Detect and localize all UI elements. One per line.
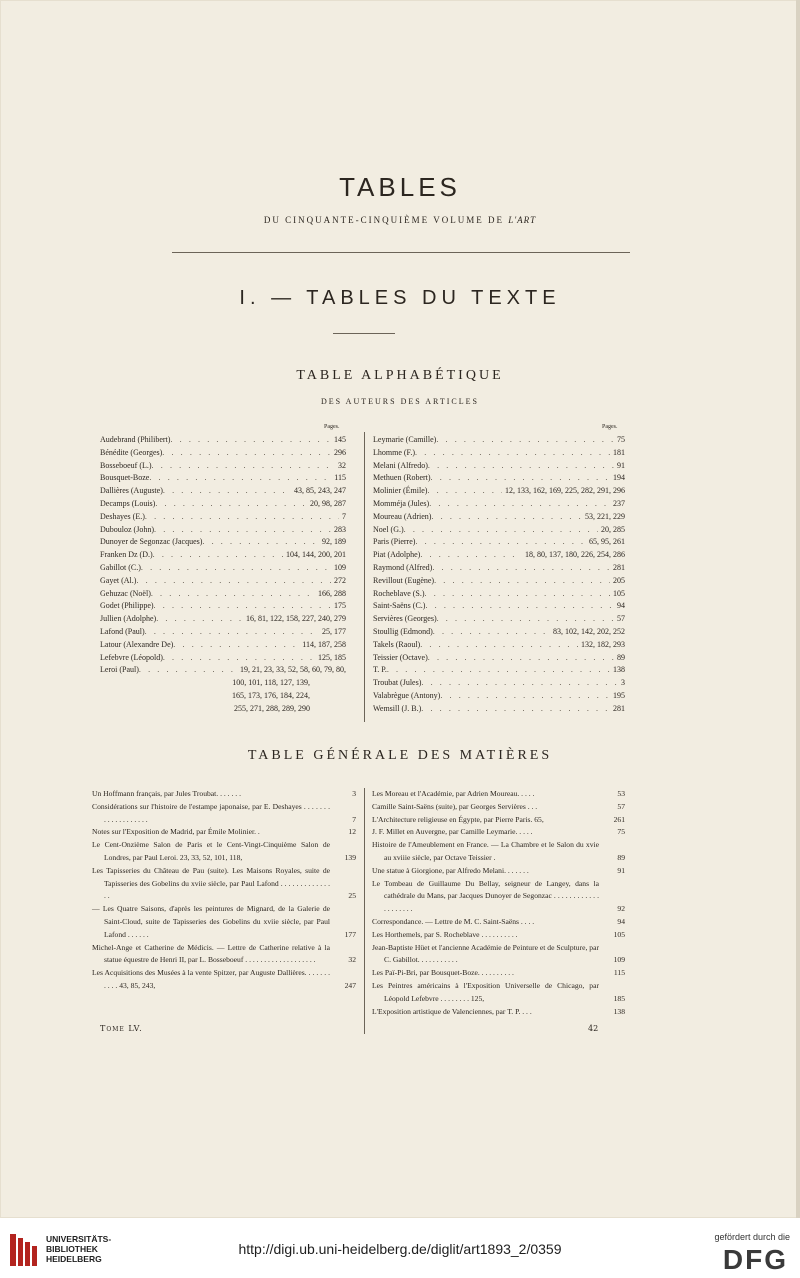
contents-entry-page: 94 [617, 916, 625, 926]
contents-entry-title: Camille Saint-Saëns (suite), par Georges Servières . . . [372, 801, 538, 811]
leader-dots [429, 498, 610, 511]
leader-dots [202, 536, 319, 549]
contents-entry [372, 788, 625, 801]
author-pages: 175 [334, 601, 346, 611]
author-name: Dunoyer de Segonzac (Jacques) [100, 537, 203, 547]
author-entry [100, 588, 346, 601]
contents-entry [372, 980, 625, 1006]
leader-dots [415, 447, 610, 460]
leader-dots [421, 677, 618, 690]
leader-dots [149, 472, 331, 485]
author-name: Jullien (Adolphe) [100, 614, 157, 624]
author-name: T. P. [373, 665, 387, 675]
author-name: Momméja (Jules) [373, 498, 430, 508]
library-line: BIBLIOTHEK [46, 1244, 98, 1254]
author-pages: 145 [334, 435, 346, 444]
leader-dots [152, 460, 335, 473]
author-name: Rocheblave (S.) [373, 588, 425, 598]
author-name: Molinier (Émile) [373, 486, 428, 496]
author-pages-continued: 165, 173, 176, 184, 224, [232, 690, 310, 700]
author-pages: 283 [334, 524, 346, 534]
contents-entry [92, 967, 356, 993]
contents-left-column [92, 788, 356, 993]
contents-entry-title: Une statue à Giorgione, par Alfredo Melani. . . . . . . [372, 865, 529, 875]
leader-dots [415, 536, 586, 549]
footer-bar [0, 1218, 800, 1278]
contents-entry-page: 185 [613, 993, 625, 1003]
library-line: HEIDELBERG [46, 1254, 102, 1264]
contents-entry-page: 32 [348, 955, 356, 965]
contents-entry-page: 3 [352, 789, 356, 798]
author-entry [373, 511, 625, 524]
leader-dots [154, 600, 331, 613]
contents-entry [92, 801, 356, 827]
author-entry [100, 600, 346, 613]
author-pages: 83, 102, 142, 202, 252 [553, 626, 625, 636]
author-pages: 296 [334, 447, 346, 457]
leader-dots [156, 613, 243, 626]
leader-dots [163, 485, 291, 498]
author-entry [373, 536, 625, 549]
contents-entry [372, 916, 625, 929]
leader-dots [440, 690, 610, 703]
leader-dots [427, 485, 502, 498]
contents-entry-title: Un Hoffmann français, par Jules Troubat. . . . . . . [92, 789, 241, 798]
volume-subtitle [0, 215, 800, 225]
author-pages: 115 [334, 473, 346, 483]
contents-entry-title: Histoire de l'Ameublement en France. — La Chambre et le Salon du xvie au xviiie siècle, par Octave Teissier . [372, 840, 599, 862]
author-entry [100, 447, 346, 460]
author-pages: 7 [342, 511, 346, 521]
leader-dots [136, 575, 331, 588]
section-title: I. — TABLES DU TEXTE [239, 287, 561, 309]
sheet-number: 42 [588, 1024, 599, 1033]
author-name: Dallières (Auguste) [100, 486, 163, 496]
leader-dots [141, 562, 331, 575]
author-pages: 132, 182, 293 [581, 639, 625, 649]
author-pages: 205 [613, 575, 625, 585]
library-line: UNIVERSITÄTS- [46, 1234, 112, 1244]
leader-dots [432, 562, 610, 575]
author-pages: 105 [613, 588, 625, 598]
author-entry [100, 664, 346, 677]
contents-entry [372, 814, 625, 827]
contents-entry-title: Les Acquisitions des Musées à la vente Spitzer, par Auguste Dallières. . . . . . . . . . . 43, 85, 243, [92, 968, 330, 990]
author-name: Wemsill (J. B.) [373, 703, 422, 713]
contents-entry [372, 929, 625, 942]
author-pages-continued: 255, 271, 288, 289, 290 [234, 703, 310, 713]
contents-entry-title: Le Tombeau de Guillaume Du Bellay, seigneur de Langey, dans la cathédrale du Mans, par Jacques Dunoyer de Segonzac . . . . . . . . . . . . . . . . . . . . [372, 878, 599, 914]
volume-subtitle-text: DU CINQUANTE-CINQUIÈME VOLUME DE [263, 215, 504, 225]
author-pages: 65, 95, 261 [589, 537, 625, 547]
leader-dots [425, 588, 610, 601]
leader-dots [420, 639, 578, 652]
leader-dots [154, 524, 331, 537]
author-pages: 104, 144, 200, 201 [286, 550, 346, 560]
author-entry [373, 447, 625, 460]
author-pages: 43, 85, 243, 247 [294, 486, 346, 496]
contents-right-column [372, 788, 625, 1018]
author-pages: 281 [613, 703, 625, 713]
author-pages: 3 [621, 678, 625, 688]
contents-entry-title: Notes sur l'Exposition de Madrid, par Émile Molinier. . [92, 827, 260, 837]
author-name: Stoullig (Edmond) [373, 626, 433, 636]
author-name: Piat (Adolphe) [373, 550, 421, 560]
author-entry [100, 511, 346, 524]
author-pages: 138 [613, 665, 625, 675]
leader-dots [151, 588, 315, 601]
author-name: Moureau (Adrien) [373, 511, 432, 521]
contents-entry-page: 25 [348, 891, 356, 901]
leader-dots [420, 549, 522, 562]
author-name: Godet (Philippe) [100, 601, 154, 611]
alpha-table-subtitle: DES AUTEURS DES ARTICLES [321, 397, 479, 406]
author-pages: 20, 98, 287 [310, 498, 346, 508]
author-name: Gabillot (C.) [100, 562, 141, 572]
author-pages: 94 [617, 601, 625, 611]
author-entry [100, 626, 346, 639]
author-name: Gehuzac (Noël) [100, 588, 151, 598]
contents-entry [372, 839, 625, 865]
leader-dots [139, 664, 237, 677]
author-name: Troubat (Jules) [373, 678, 422, 688]
author-pages: 181 [613, 447, 625, 457]
author-name: Lhomme (F.) [373, 447, 416, 457]
author-entry [100, 562, 346, 575]
author-pages-continued: 100, 101, 118, 127, 139, [232, 678, 310, 688]
contents-entry-title: Considérations sur l'histoire de l'estampe japonaise, par E. Deshayes . . . . . . . . . . . . . . . . . . . [92, 801, 330, 824]
leader-dots [434, 575, 610, 588]
author-pages: 57 [617, 614, 625, 624]
author-name: Deshayes (E.) [100, 511, 145, 521]
author-pages: 237 [613, 498, 625, 508]
contents-entry-title: Les Horthemels, par S. Rocheblave . . . . . . . . . . [372, 929, 518, 939]
contents-entry-page: 115 [613, 968, 625, 978]
permalink-url[interactable]: http://digi.ub.uni-heidelberg.de/diglit/art1893_2/0359 [238, 1241, 562, 1257]
author-name: Takels (Raoul) [373, 639, 421, 649]
author-name: Methuen (Robert) [373, 473, 431, 483]
author-pages: 272 [334, 575, 346, 585]
contents-entry [372, 942, 625, 968]
contents-entry-page: 109 [613, 955, 625, 965]
author-pages: 12, 133, 162, 169, 225, 282, 291, 296 [505, 486, 625, 496]
contents-entry-page: 92 [617, 904, 625, 914]
author-entry [373, 652, 625, 665]
author-name: Valabrègue (Antony) [373, 690, 441, 700]
leader-dots [145, 511, 339, 524]
contents-entry-page: 53 [617, 789, 625, 798]
author-name: Audebrand (Philibert) [100, 435, 171, 444]
authors-left-column [100, 434, 346, 716]
author-pages: 18, 80, 137, 180, 226, 254, 286 [525, 550, 625, 560]
author-name: Leymarie (Camille) [373, 435, 437, 444]
tome-label: Tome LV. [100, 1024, 143, 1033]
author-entry [373, 703, 625, 716]
author-entry [100, 639, 346, 652]
contents-entry-page: 75 [617, 827, 625, 837]
author-entry [373, 613, 625, 626]
author-pages: 166, 288 [318, 588, 346, 598]
author-name: Revillout (Eugène) [373, 575, 435, 585]
leader-dots [425, 600, 614, 613]
contents-entry-title: J. F. Millet en Auvergne, par Camille Leymarie. . . . . [372, 827, 533, 837]
author-pages: 92, 189 [322, 537, 346, 547]
author-name: Raymond (Alfred) [373, 562, 433, 572]
contents-entry-title: L'Architecture religieuse en Égypte, par Pierre Paris. 65, [372, 814, 544, 824]
author-pages: 195 [613, 690, 625, 700]
leader-dots [163, 652, 315, 665]
author-entry [373, 600, 625, 613]
author-pages: 75 [617, 435, 625, 444]
matieres-table-title: TABLE GÉNÉRALE DES MATIÈRES [247, 748, 553, 763]
author-entry [100, 536, 346, 549]
author-name: Gayet (Al.) [100, 575, 137, 585]
author-name: Franken Dz (D.) [100, 550, 153, 560]
author-name: Bosseboeuf (L.) [100, 460, 152, 470]
contents-entry [92, 903, 356, 941]
contents-entry-page: 57 [617, 801, 625, 811]
author-pages: 19, 21, 23, 33, 52, 58, 60, 79, 80, [240, 665, 346, 675]
author-name: Decamps (Louis) [100, 498, 156, 508]
author-entry [373, 485, 625, 498]
contents-entry-title: Correspondance. — Lettre de M. C. Saint-Saëns . . . . [372, 916, 535, 926]
author-pages: 89 [617, 652, 625, 662]
author-pages: 32 [338, 460, 346, 470]
contents-entry-page: 247 [344, 980, 356, 990]
contents-entry [92, 839, 356, 865]
author-entry [373, 575, 625, 588]
author-pages: 25, 177 [322, 626, 346, 636]
leader-dots [145, 626, 319, 639]
author-entry [373, 664, 625, 677]
page-title: TABLES [339, 172, 461, 202]
contents-entry-title: L'Exposition artistique de Valenciennes, par T. P. . . . [372, 1006, 532, 1016]
contents-entry [92, 865, 356, 903]
contents-entry [372, 967, 625, 980]
funded-by-text: gefördert durch die [714, 1232, 790, 1242]
contents-entry-title: Les Moreau et l'Académie, par Adrien Moureau. . . . . [372, 789, 535, 798]
author-entry [100, 460, 346, 473]
leader-dots [428, 460, 614, 473]
author-entry [100, 613, 346, 626]
author-pages: 109 [334, 562, 346, 572]
contents-entry-page: 91 [617, 865, 625, 875]
contents-entry-title: Les Tapisseries du Château de Pau (suite). Les Maisons Royales, suite de Tapisseries des Gobelins du xviie siècle, par Paul Lafond . . . . . . . . . . . . . . . [92, 865, 330, 901]
author-entry [100, 575, 346, 588]
alpha-table-title: TABLE ALPHABÉTIQUE [296, 368, 504, 383]
contents-entry-page: 261 [613, 814, 625, 824]
author-name: Servières (Georges) [373, 614, 437, 624]
author-entry [373, 562, 625, 575]
contents-entry-title: Michel-Ange et Catherine de Médicis. — Lettre de Catherine relative à la statue équestre de Henri II, par L. Bosseboeuf . . . . . . . . . . . . . . . . . . . [92, 942, 330, 965]
contents-entry-title: Les Peintres américains à l'Exposition Universelle de Chicago, par Léopold Lefebvre . . . . . . . . 125, [372, 980, 599, 1003]
author-entry [100, 652, 346, 665]
contents-column-divider [364, 788, 365, 1034]
leader-dots [153, 549, 283, 562]
author-entry [100, 485, 346, 498]
contents-entry [92, 826, 356, 839]
author-entry [373, 588, 625, 601]
authors-right-column [373, 434, 625, 716]
author-entry [100, 549, 346, 562]
pages-label-left: Pages. [324, 424, 340, 430]
contents-entry [372, 1006, 625, 1019]
volume-subtitle-italic: L'ART [508, 215, 537, 225]
author-entry [373, 524, 625, 537]
contents-entry-page: 7 [352, 814, 356, 824]
author-entry [373, 677, 625, 690]
leader-dots [404, 524, 598, 537]
author-entry [373, 639, 625, 652]
author-pages: 281 [613, 562, 625, 572]
contents-entry-page: 105 [613, 929, 625, 939]
author-entry [373, 626, 625, 639]
leader-dots [437, 613, 614, 626]
contents-entry [372, 826, 625, 839]
author-name: Melani (Alfredo) [373, 460, 428, 470]
author-entry [373, 472, 625, 485]
author-pages: 91 [617, 460, 625, 470]
author-pages: 20, 285 [601, 524, 625, 534]
author-name: Lefebvre (Léopold) [100, 652, 163, 662]
contents-entry-page: 12 [348, 827, 356, 837]
author-pages: 16, 81, 122, 158, 227, 240, 279 [246, 614, 346, 624]
author-entry [373, 460, 625, 473]
author-name: Teissier (Octave) [373, 652, 428, 662]
author-name: Bousquet-Boze [100, 473, 150, 483]
contents-entry-page: 139 [344, 852, 356, 862]
author-name: Lafond (Paul) [100, 626, 145, 636]
leader-dots [162, 447, 331, 460]
author-entry [373, 690, 625, 703]
author-pages: 125, 185 [318, 652, 346, 662]
contents-entry [372, 865, 625, 878]
author-entry [100, 434, 346, 447]
contents-entry-page: 177 [344, 929, 356, 939]
contents-entry [92, 788, 356, 801]
author-pages: 53, 221, 229 [585, 511, 625, 521]
leader-dots [428, 652, 614, 665]
header-rule [172, 252, 630, 253]
author-name: Noel (G.) [373, 524, 404, 534]
section-rule [333, 333, 395, 334]
contents-entry-page: 138 [613, 1006, 625, 1016]
authors-column-divider [364, 432, 365, 722]
leader-dots [155, 498, 307, 511]
contents-entry-title: Jean-Baptiste Hüet et l'ancienne Académie de Peinture et de Sculpture, par C. Gabillot. . . . . . . . . . . [372, 942, 599, 965]
author-name: Saint-Saëns (C.) [373, 601, 426, 611]
author-name: Bénédite (Georges) [100, 447, 163, 457]
leader-dots [431, 511, 582, 524]
dfg-logo: DFG [722, 1244, 788, 1275]
leader-dots [170, 434, 331, 447]
author-name: Leroi (Paul) [100, 665, 139, 675]
leader-dots [431, 472, 610, 485]
contents-entry [372, 801, 625, 814]
author-entry [100, 498, 346, 511]
author-name: Latour (Alexandre De) [100, 639, 174, 649]
contents-entry-page: 89 [617, 852, 625, 862]
contents-entry-title: Le Cent-Onzième Salon de Paris et le Cent-Vingt-Cinquième Salon de Londres, par Paul Leroi. 23, 33, 52, 101, 118, [92, 840, 330, 862]
author-name: Paris (Pierre) [373, 537, 416, 547]
author-entry [100, 524, 346, 537]
author-pages: 194 [613, 473, 625, 483]
author-entry [100, 472, 346, 485]
leader-dots [436, 434, 614, 447]
leader-dots [387, 664, 610, 677]
contents-entry-title: Les Paï-Pi-Bri, par Bousquet-Boze. . . . . . . . . . [372, 968, 514, 978]
contents-entry-title: — Les Quatre Saisons, d'après les peintures de Mignard, de la Galerie de Saint-Cloud, suite de Tapisseries des Gobelins du xviie siècle, par Paul Lafond . . . . . . [92, 904, 330, 939]
contents-entry [372, 878, 625, 916]
author-entry [373, 549, 625, 562]
author-pages: 114, 187, 258 [302, 639, 346, 649]
contents-entry [92, 942, 356, 968]
author-entry [373, 434, 625, 447]
pages-label-right: Pages. [602, 424, 618, 430]
leader-dots [433, 626, 550, 639]
author-entry [373, 498, 625, 511]
leader-dots [421, 703, 610, 716]
author-name: Dubouloz (John) [100, 524, 154, 534]
leader-dots [173, 639, 299, 652]
